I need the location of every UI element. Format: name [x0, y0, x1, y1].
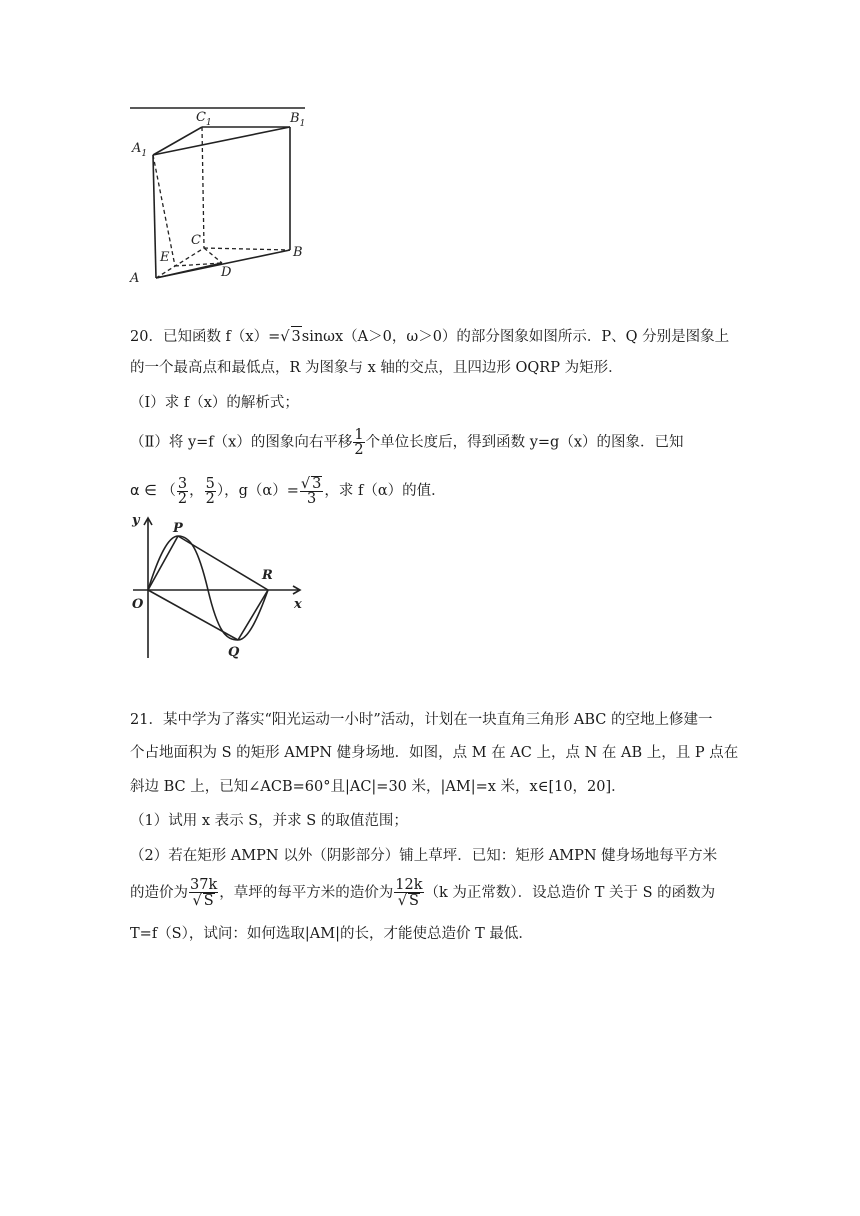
label-D: D	[221, 265, 232, 280]
q21-line-1: 21．某中学为了落实“阳光运动一小时”活动，计划在一块直角三角形 ABC 的空地上修建一	[130, 712, 713, 728]
rect-side-QR	[238, 590, 268, 640]
fraction-12k-over-sqrt-s: $\frac{12k}{√ S}$	[395, 877, 423, 909]
edge-A1-B1	[153, 127, 290, 155]
label-A: A	[130, 271, 140, 286]
q20-line-1: 20．已知函数 f（x）=√ 3sinωx（A＞0，ω＞0）的部分图象如图所示．P、Q 分别是图象上	[130, 326, 729, 347]
label-B1: $B_1$	[290, 111, 306, 129]
fraction-37k-over-sqrt-s: $\frac{37k}{√ S}$	[190, 877, 218, 909]
q21-line-2: 个占地面积为 S 的矩形 AMPN 健身场地．如图，点 M 在 AC 上，点 N 在 AB 上，且 P 点在	[130, 745, 739, 761]
edge-A1-A	[153, 155, 156, 278]
sine-curve	[148, 536, 268, 640]
label-O: O	[132, 597, 144, 612]
fraction-five-halves: $\frac{5}{2}$	[205, 475, 215, 507]
fraction-one-half: $\frac{1}{2}$	[354, 427, 364, 458]
label-R: R	[262, 568, 273, 583]
label-B: B	[293, 245, 303, 260]
label-x: x	[294, 597, 302, 612]
fraction-g-alpha: $\frac{√ 3}{3}$	[300, 476, 322, 507]
edge-C-B	[204, 248, 290, 250]
label-C: C	[191, 233, 201, 248]
sine-graph-figure	[128, 508, 318, 668]
fraction-three-halves: $\frac{3}{2}$	[177, 475, 188, 507]
q21-part-2: （2）若在矩形 AMPN 以外（阴影部分）铺上草坪．已知：矩形 AMPN 健身场地每平方米	[130, 848, 718, 864]
label-A1: $A_1$	[132, 141, 148, 159]
prism-figure	[120, 100, 320, 290]
q21-question-line: T=f（S），试问：如何选取|AM|的长，才能使总造价 T 最低．	[130, 926, 533, 942]
label-y: y	[132, 513, 140, 528]
rect-side-OP	[148, 536, 178, 590]
q21-line-3: 斜边 BC 上，已知∠ACB=60°且|AC|=30 米，|AM|=x 米，x∈[10，20]．	[130, 779, 626, 795]
sqrt-three: 3	[291, 326, 302, 347]
q21-cost-line: 的造价为 $\frac{37k}{√ S}$ ，草坪的每平方米的造价为 $\frac{12k}{√ S}$ （k 为正常数）．设总造价 T 关于 S 的函数为	[130, 877, 716, 909]
label-Q: Q	[228, 645, 240, 660]
q20-part-2: （Ⅱ）将 y=f（x）的图象向右平移 $\frac{1}{2}$ 个单位长度后，得到函数 y=g（x）的图象．已知	[130, 427, 684, 458]
sqrt-sign: √	[280, 329, 290, 345]
label-P: P	[173, 521, 183, 536]
q21-part-1: （1）试用 x 表示 S，并求 S 的取值范围；	[130, 813, 408, 829]
edge-C-D	[204, 248, 222, 263]
label-C1: $C_1$	[196, 110, 212, 128]
q20-line-2: 的一个最高点和最低点，R 为图象与 x 轴的交点，且四边形 OQRP 为矩形．	[130, 360, 623, 376]
q20-condition-line: α ∈ （ $\frac{3}{2}$ ， $\frac{5}{2}$ ），g（α）= $\frac{√ 3}{3}$ ，求 f（α）的值．	[130, 475, 446, 507]
label-E: E	[160, 250, 170, 265]
q20-part-1: （Ⅰ）求 f（x）的解析式；	[130, 395, 299, 411]
